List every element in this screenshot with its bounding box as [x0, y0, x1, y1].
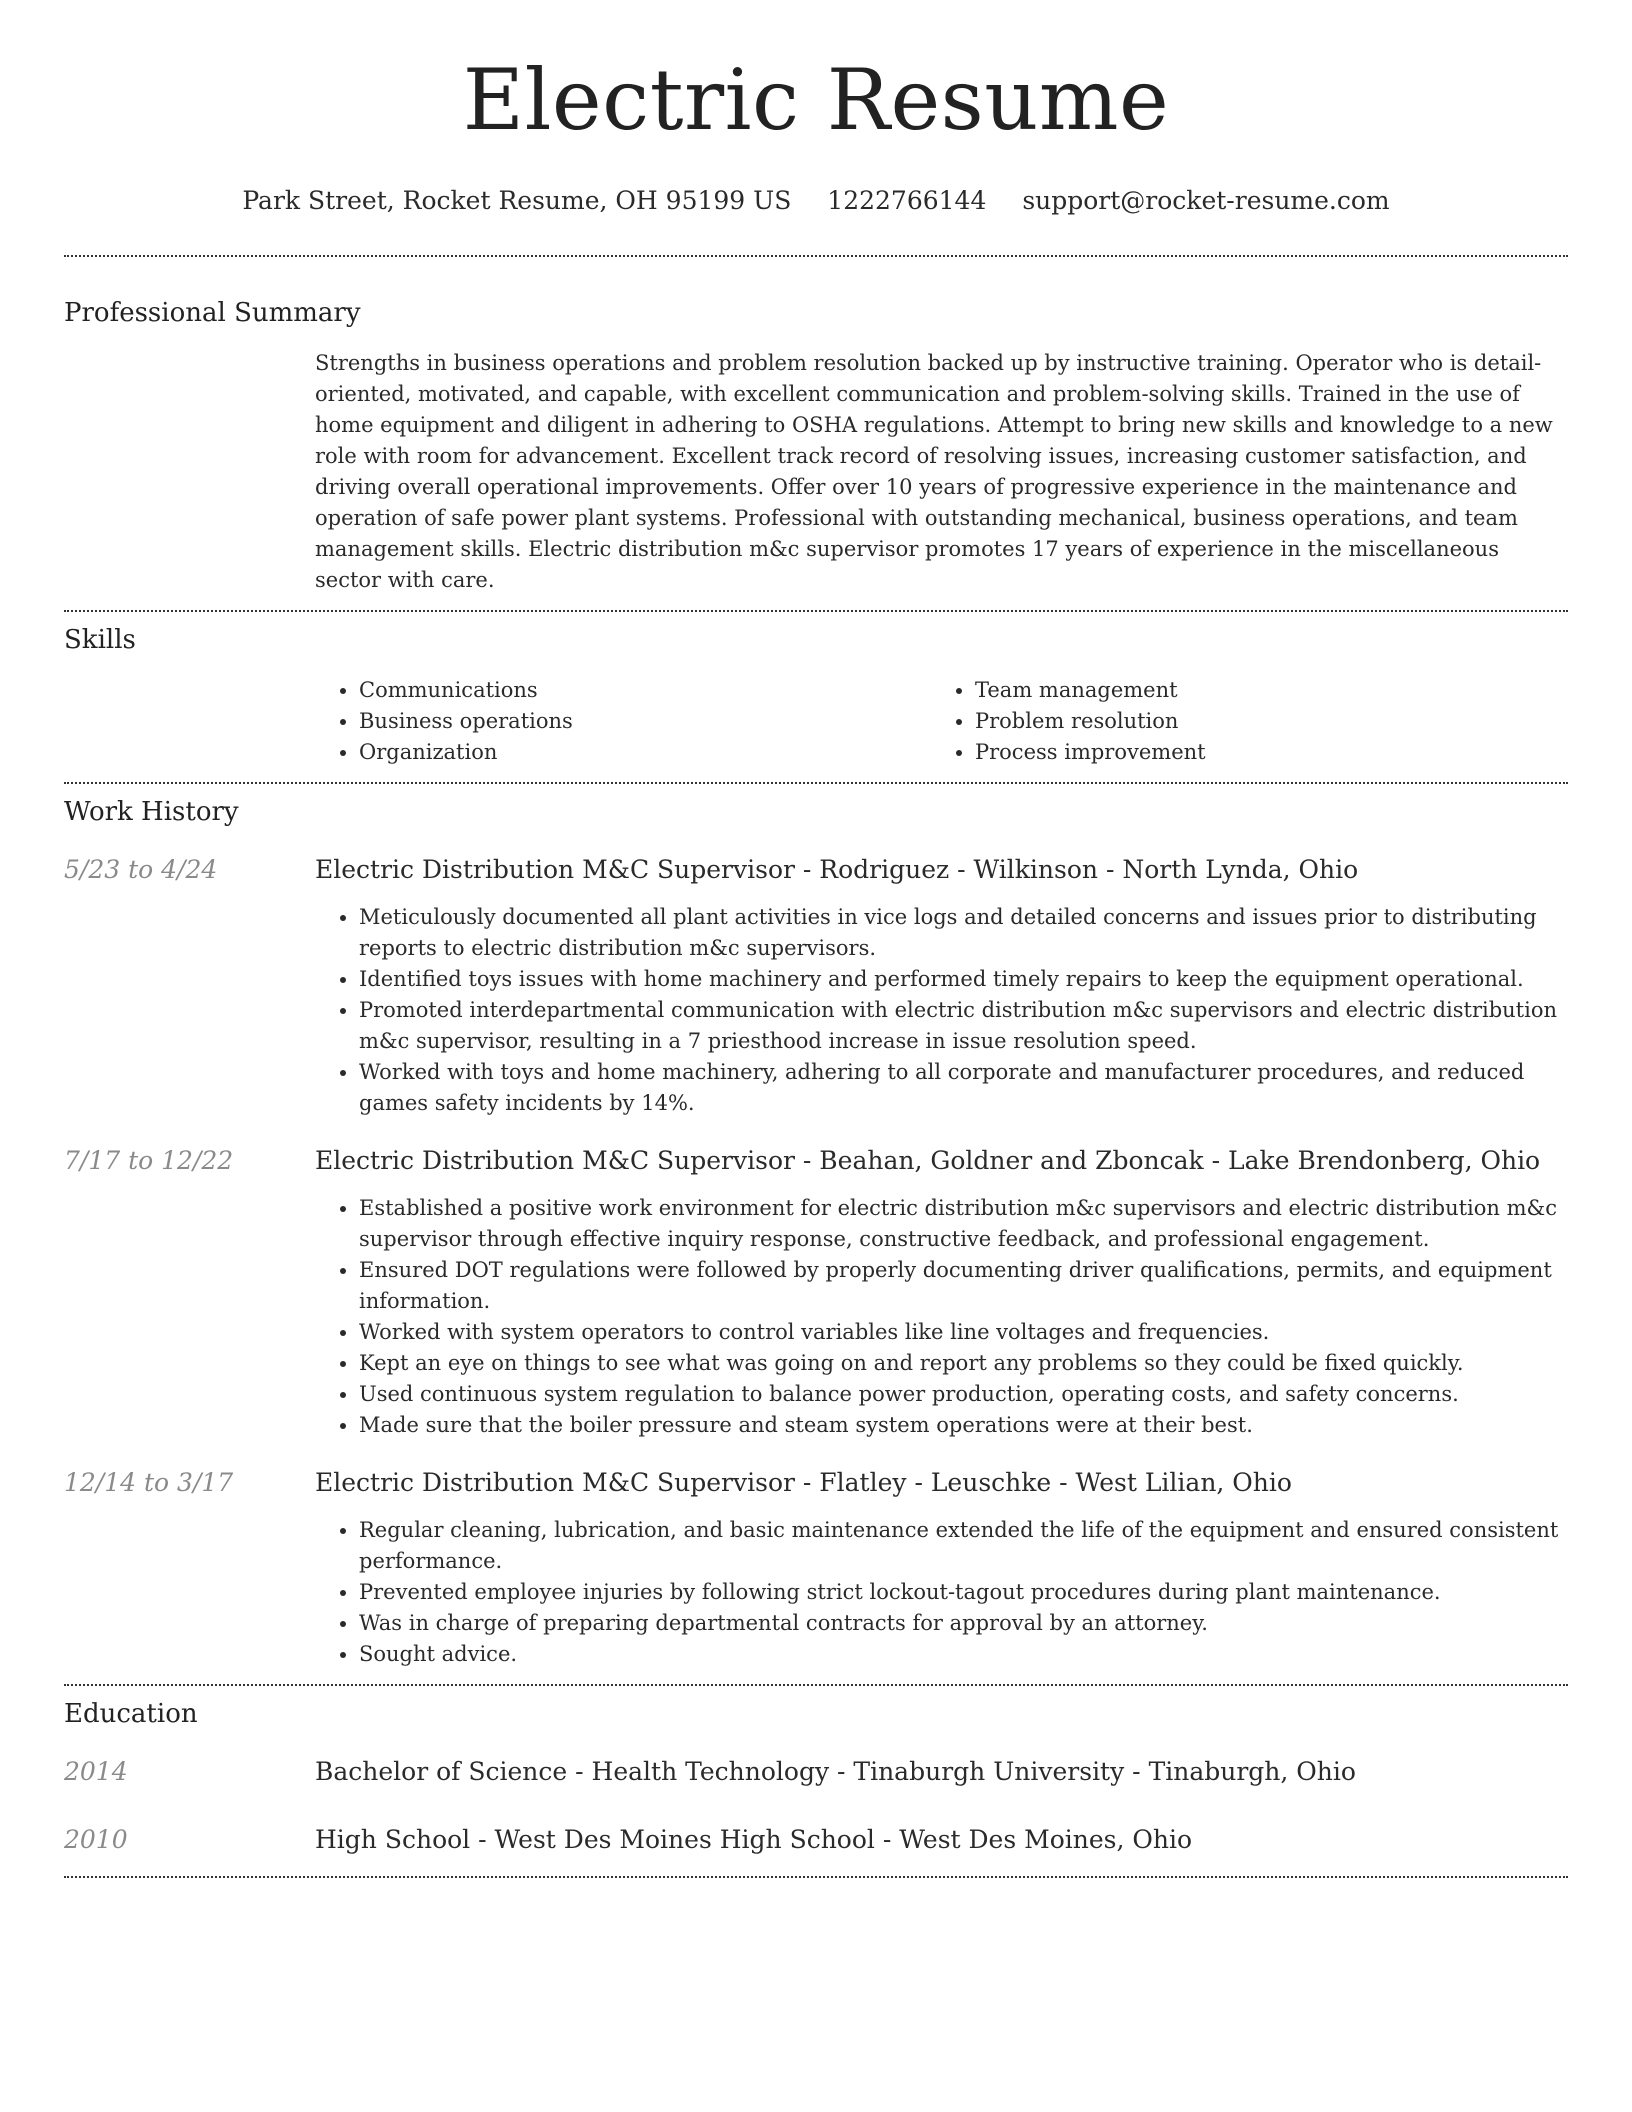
- job-entry: [64, 854, 1568, 1119]
- skill-item: • Process improvement: [975, 737, 1568, 768]
- job-bullet: • Sought advice.: [359, 1639, 1568, 1670]
- skills-heading: Skills: [64, 625, 136, 655]
- job-dates: 5/23 to 4/24: [64, 855, 218, 884]
- job-bullet: • Meticulously documented all plant activities in vice logs and detailed concerns and issues prior to distributing reports to electric distribution m&c supervisors.: [359, 902, 1568, 964]
- job-dates: 12/14 to 3/17: [64, 1468, 234, 1497]
- education-heading: Education: [64, 1699, 198, 1729]
- job-bullet: • Used continuous system regulation to balance power production, operating costs, and safety concerns.: [359, 1379, 1568, 1410]
- job-dates: 7/17 to 12/22: [64, 1146, 234, 1175]
- job-bullets: [315, 902, 1568, 1119]
- candidate-name: Electric Resume: [462, 51, 1170, 149]
- skills-column-left: [315, 675, 931, 768]
- job-bullet: • Identified toys issues with home machinery and performed timely repairs to keep the equipment operational.: [359, 964, 1568, 995]
- section-divider: [64, 255, 1568, 257]
- job-bullet: • Kept an eye on things to see what was going on and report any problems so they could be fixed quickly.: [359, 1348, 1568, 1379]
- job-heading: Electric Distribution M&C Supervisor - Rodriguez - Wilkinson - North Lynda, Ohio: [315, 855, 1359, 884]
- job-bullet: • Ensured DOT regulations were followed by properly documenting driver qualifications, permits, and equipment information.: [359, 1255, 1568, 1317]
- education-heading-line: Bachelor of Science - Health Technology - Tinaburgh University - Tinaburgh, Ohio: [315, 1757, 1356, 1786]
- job-bullet: • Was in charge of preparing departmental contracts for approval by an attorney.: [359, 1608, 1568, 1639]
- skill-item: • Business operations: [359, 706, 931, 737]
- section-divider: [64, 610, 1568, 612]
- education-entry: [64, 1824, 1568, 1856]
- summary-section: [64, 297, 1568, 596]
- contact-phone: 1222766144: [827, 186, 987, 215]
- work-heading: Work History: [64, 797, 239, 827]
- skill-item: • Communications: [359, 675, 931, 706]
- job-bullet: • Made sure that the boiler pressure and steam system operations were at their best.: [359, 1410, 1568, 1441]
- section-divider: [64, 1684, 1568, 1686]
- job-entry: [64, 1467, 1568, 1670]
- job-heading: Electric Distribution M&C Supervisor - Beahan, Goldner and Zboncak - Lake Brendonberg, Ohio: [315, 1146, 1541, 1175]
- contact-line: [64, 186, 1568, 216]
- skills-column-right: [931, 675, 1568, 768]
- education-heading-line: High School - West Des Moines High School - West Des Moines, Ohio: [315, 1825, 1193, 1854]
- job-heading: Electric Distribution M&C Supervisor - Flatley - Leuschke - West Lilian, Ohio: [315, 1468, 1292, 1497]
- job-bullet: • Worked with toys and home machinery, adhering to all corporate and manufacturer procedures, and reduced games safety incidents by 14%.: [359, 1057, 1568, 1119]
- skills-section: [64, 624, 1568, 768]
- education-year: 2014: [64, 1757, 128, 1786]
- job-bullet: • Regular cleaning, lubrication, and basic maintenance extended the life of the equipment and ensured consistent performance.: [359, 1515, 1568, 1577]
- job-bullet: • Prevented employee injuries by following strict lockout-tagout procedures during plant maintenance.: [359, 1577, 1568, 1608]
- job-entry: [64, 1145, 1568, 1441]
- work-section: [64, 796, 1568, 1670]
- job-bullet: • Promoted interdepartmental communication with electric distribution m&c supervisors and electric distribution m&c supervisor, resulting in a 7 priesthood increase in issue resolution speed.: [359, 995, 1568, 1057]
- contact-email: support@rocket-resume.com: [1022, 186, 1390, 215]
- education-section: [64, 1698, 1568, 1856]
- summary-heading: Professional Summary: [64, 298, 361, 328]
- skill-item: • Team management: [975, 675, 1568, 706]
- education-entry: [64, 1756, 1568, 1788]
- job-bullets: [315, 1193, 1568, 1441]
- education-year: 2010: [64, 1825, 128, 1854]
- summary-text: Strengths in business operations and problem resolution backed up by instructive training. Operator who is detail-oriented, motivated, and capable, with excellent communication and problem-solving skills. Trained in the use of home equipment and diligent in adhering to OSHA regulations. Attempt to bring new skills and knowledge to a new role with room for advancement. Excellent track record of resolving issues, increasing customer satisfaction, and driving overall operational improvements. Offer over 10 years of progressive experience in the maintenance and operation of safe power plant systems. Professional with outstanding mechanical, business operations, and team management skills. Electric distribution m&c supervisor promotes 17 years of experience in the miscellaneous sector with care.: [315, 351, 1553, 592]
- contact-address: Park Street, Rocket Resume, OH 95199 US: [242, 186, 792, 215]
- skill-item: • Organization: [359, 737, 931, 768]
- job-bullet: • Established a positive work environment for electric distribution m&c supervisors and electric distribution m&c supervisor through effective inquiry response, constructive feedback, and professional engagement.: [359, 1193, 1568, 1255]
- skills-list: [315, 675, 1568, 768]
- skill-item: • Problem resolution: [975, 706, 1568, 737]
- job-bullets: [315, 1515, 1568, 1670]
- job-bullet: • Worked with system operators to control variables like line voltages and frequencies.: [359, 1317, 1568, 1348]
- section-divider: [64, 1876, 1568, 1878]
- section-divider: [64, 782, 1568, 784]
